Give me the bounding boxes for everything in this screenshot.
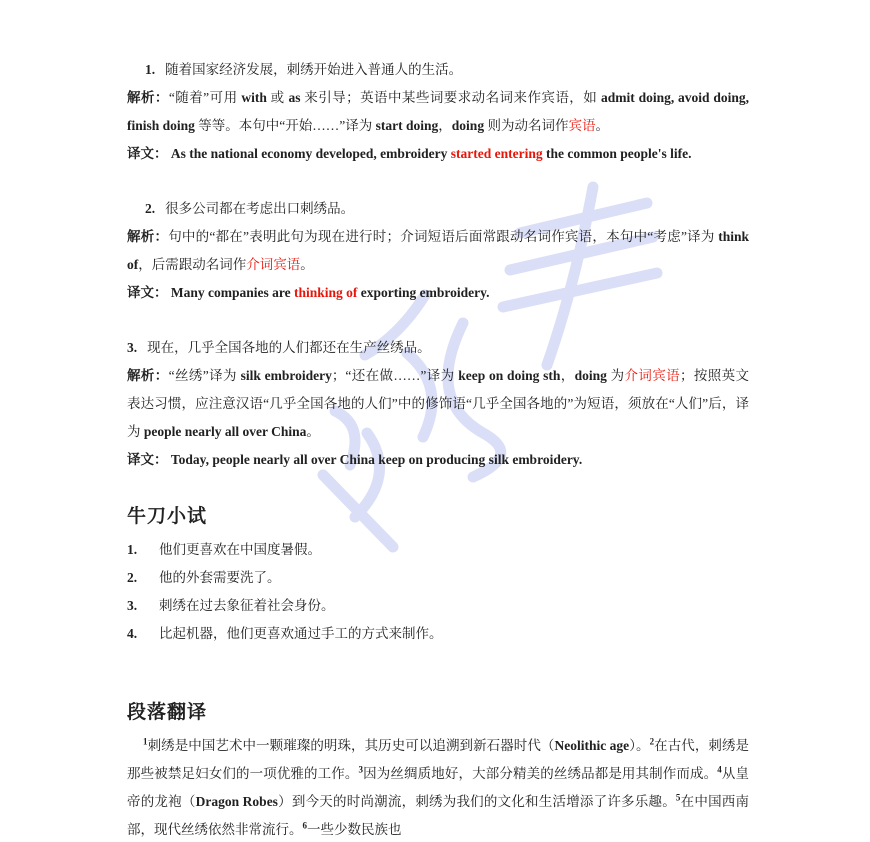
practice-item-2-text: 他的外套需要洗了。 [159, 570, 281, 585]
practice-item-2-number: 2. [127, 570, 138, 585]
exercise-2-analysis: 解析：句中的“都在”表明此句为现在进行时；介词短语后面常跟动名词作宾语，本句中“考虑”译为 think of，后需跟动名词作介词宾语。 [127, 229, 750, 272]
exercise-3-translation: 译文： Today, people nearly all over China keep on producing silk embroidery. [127, 452, 583, 467]
exercise-3-analysis: 解析：“丝绣”译为 silk embroidery；“还在做……”译为 keep on doing sth，doing 为介词宾语；按照英文表达习惯，应注意汉语“几乎全国各地的人们”中的修饰语“几乎全国各地的”为短语，须放在“人们”后，译为 people nearly all over China。 [127, 368, 750, 439]
practice-item-4-number: 4. [127, 626, 138, 641]
practice-item-4-text: 比起机器，他们更喜欢通过手工的方式来制作。 [159, 626, 443, 641]
practice-section-title: 牛刀小试 [127, 506, 208, 527]
practice-item-1-text: 他们更喜欢在中国度暑假。 [159, 542, 321, 557]
exercise-2 [127, 195, 749, 307]
exercise-1-analysis: 解析：“随着”可用 with 或 as 来引导；英语中某些词要求动名词来作宾语，如 admit doing, avoid doing, finish doing 等等。本句中“开始……”译为 start doing，doing 则为动名词作宾语。 [127, 90, 750, 133]
paragraph-translation-text: $^1$刺绣是中国艺术中一颗璀璨的明珠，其历史可以追溯到新石器时代（Neolithic age）。$^2$在古代，刺绣是那些被禁足妇女们的一项优雅的工作。$^3$因为丝绸质地好，大部分精美的丝绣品都是用其制作而成。$^4$从皇帝的龙袍（Dragon Robes）到今天的时尚潮流，刺绣为我们的文化和生活增添了许多乐趣。$^5$在中国西南部，现代丝绣依然非常流行。$^6$一些少数民族也 [127, 736, 750, 837]
document-content [127, 56, 749, 842]
practice-item-1 [127, 536, 749, 564]
exercise-1 [127, 56, 749, 168]
practice-item-4 [127, 620, 749, 648]
exercise-1-translation: 译文： As the national economy developed, embroidery started entering the common people's life. [127, 146, 692, 161]
practice-item-3 [127, 592, 749, 620]
exercise-3-number: 3. [127, 340, 138, 355]
exercise-2-number: 2. [145, 201, 156, 216]
exercise-1-sentence-text: 随着国家经济发展，刺绣开始进入普通人的生活。 [165, 62, 463, 77]
exercise-3 [127, 334, 749, 474]
practice-item-3-text: 刺绣在过去象征着社会身份。 [159, 598, 335, 613]
practice-item-3-number: 3. [127, 598, 138, 613]
exercise-2-sentence [127, 195, 749, 223]
exercise-1-sentence [127, 56, 749, 84]
exercise-3-sentence [127, 334, 749, 362]
exercise-3-sentence-text: 现在，几乎全国各地的人们都还在生产丝绣品。 [147, 340, 431, 355]
practice-item-1-number: 1. [127, 542, 138, 557]
exercise-1-number: 1. [145, 62, 156, 77]
exercise-2-translation: 译文： Many companies are thinking of exporting embroidery. [127, 285, 490, 300]
practice-item-2 [127, 564, 749, 592]
paragraph-section-title: 段落翻译 [127, 702, 208, 723]
exercise-2-sentence-text: 很多公司都在考虑出口刺绣品。 [165, 201, 355, 216]
